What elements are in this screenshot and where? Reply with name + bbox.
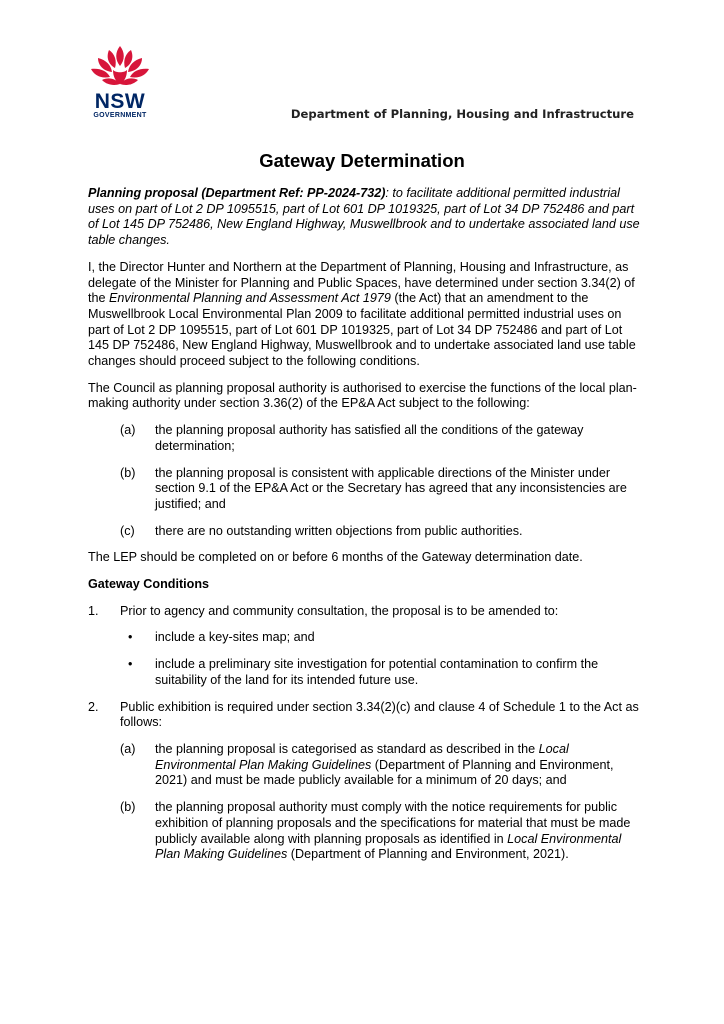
list-item: [88, 423, 640, 454]
gateway-condition-1: [88, 604, 640, 620]
bullet-icon: •: [128, 657, 133, 672]
sub-item-text-1: the planning proposal is categorised as standard as described in the: [155, 741, 539, 756]
authorisation-paragraph: The Council as planning proposal authority is authorised to exercise the functions of the local plan-making authority under section 3.36(2) of the EP&A Act subject to the following:: [88, 380, 637, 411]
sub-item-text-2: (Department of Planning and Environment, 2021) and must be made publicly available for a minimum of 20 days; and: [155, 757, 614, 788]
bullet-text: include a preliminary site investigation for potential contamination to confirm the suitability of the land for its intended future use.: [155, 657, 599, 687]
proposal-ref: Planning proposal (Department Ref: PP-2024-732): [88, 186, 386, 200]
determination-paragraph: [88, 260, 640, 370]
list-marker: (b): [120, 800, 136, 815]
bullet-icon: •: [128, 630, 133, 645]
logo-wordmark: NSW: [94, 90, 146, 113]
sub-item: [88, 800, 640, 863]
waratah-icon: [82, 44, 158, 92]
proposal-summary-text: : to facilitate additional permitted industrial uses on part of Lot 2 DP 1095515, part of Lot 601 DP 1019325, part of Lot 34 DP 752486 and part of Lot 145 DP 752486, New England Highway, Muswellbrook and to undertake associated land use table changes.: [88, 186, 640, 248]
proposal-summary: [88, 186, 640, 249]
list-item-text: the planning proposal is consistent with applicable directions of the Minister under section 9.1 of the EP&A Act or the Secretary has agreed that any inconsistencies are justified; and: [155, 465, 627, 511]
bullet-item: [88, 630, 640, 646]
nsw-government-logo: [82, 44, 158, 120]
gateway-conditions-heading: Gateway Conditions: [88, 577, 210, 592]
list-marker: (c): [120, 523, 135, 538]
condition-text: Prior to agency and community consultation, the proposal is to be amended to:: [120, 603, 559, 618]
act-name: Environmental Planning and Assessment Act 1979: [109, 291, 391, 306]
guidelines-title: Local Environmental Plan Making Guidelines: [155, 831, 622, 862]
document-body: [88, 186, 640, 874]
sub-item: [88, 742, 640, 789]
list-marker: (a): [120, 741, 136, 756]
condition-number: 2.: [88, 699, 99, 714]
condition-number: 1.: [88, 603, 99, 618]
determination-text-1: I, the Director Hunter and Northern at the Department of Planning, Housing and Infrastructure, as delegate of the Minister for Planning and Public Spaces, have determined under section 3.34(2) of the: [88, 259, 635, 306]
list-marker: (b): [120, 465, 136, 480]
sub-item-text-2: (Department of Planning and Environment, 2021).: [287, 847, 569, 862]
logo-subtext: GOVERNMENT: [93, 112, 147, 119]
bullet-item: [88, 657, 640, 688]
page-title: Gateway Determination: [259, 150, 465, 171]
list-item-text: there are no outstanding written objections from public authorities.: [155, 523, 523, 538]
guidelines-title: Local Environmental Plan Making Guidelines: [155, 741, 569, 772]
list-item: [88, 466, 640, 513]
list-item: [88, 524, 640, 540]
gateway-condition-2: [88, 700, 640, 731]
determination-text-2: (the Act) that an amendment to the Muswellbrook Local Environmental Plan 2009 to facilitate additional permitted industrial uses on part of Lot 2 DP 1095515, part of Lot 601 DP 1019325, part of Lot 34 DP 752486 and part of Lot 145 DP 752486, New England Highway, Muswellbrook and to undertake associated land use table changes should proceed subject to the following conditions.: [88, 291, 636, 369]
list-item-text: the planning proposal authority has satisfied all the conditions of the gateway determination;: [155, 423, 584, 453]
department-name: Department of Planning, Housing and Infrastructure: [290, 107, 634, 121]
sub-item-text-1: the planning proposal authority must comply with the notice requirements for public exhibition of planning proposals and the specifications for material that must be made publicly available along with planning proposals as identified in: [155, 800, 631, 846]
completion-paragraph: The LEP should be completed on or before 6 months of the Gateway determination date.: [88, 550, 583, 565]
condition-text: Public exhibition is required under section 3.34(2)(c) and clause 4 of Schedule 1 to the Act as follows:: [120, 699, 639, 730]
list-marker: (a): [120, 423, 136, 438]
bullet-text: include a key-sites map; and: [155, 630, 315, 645]
